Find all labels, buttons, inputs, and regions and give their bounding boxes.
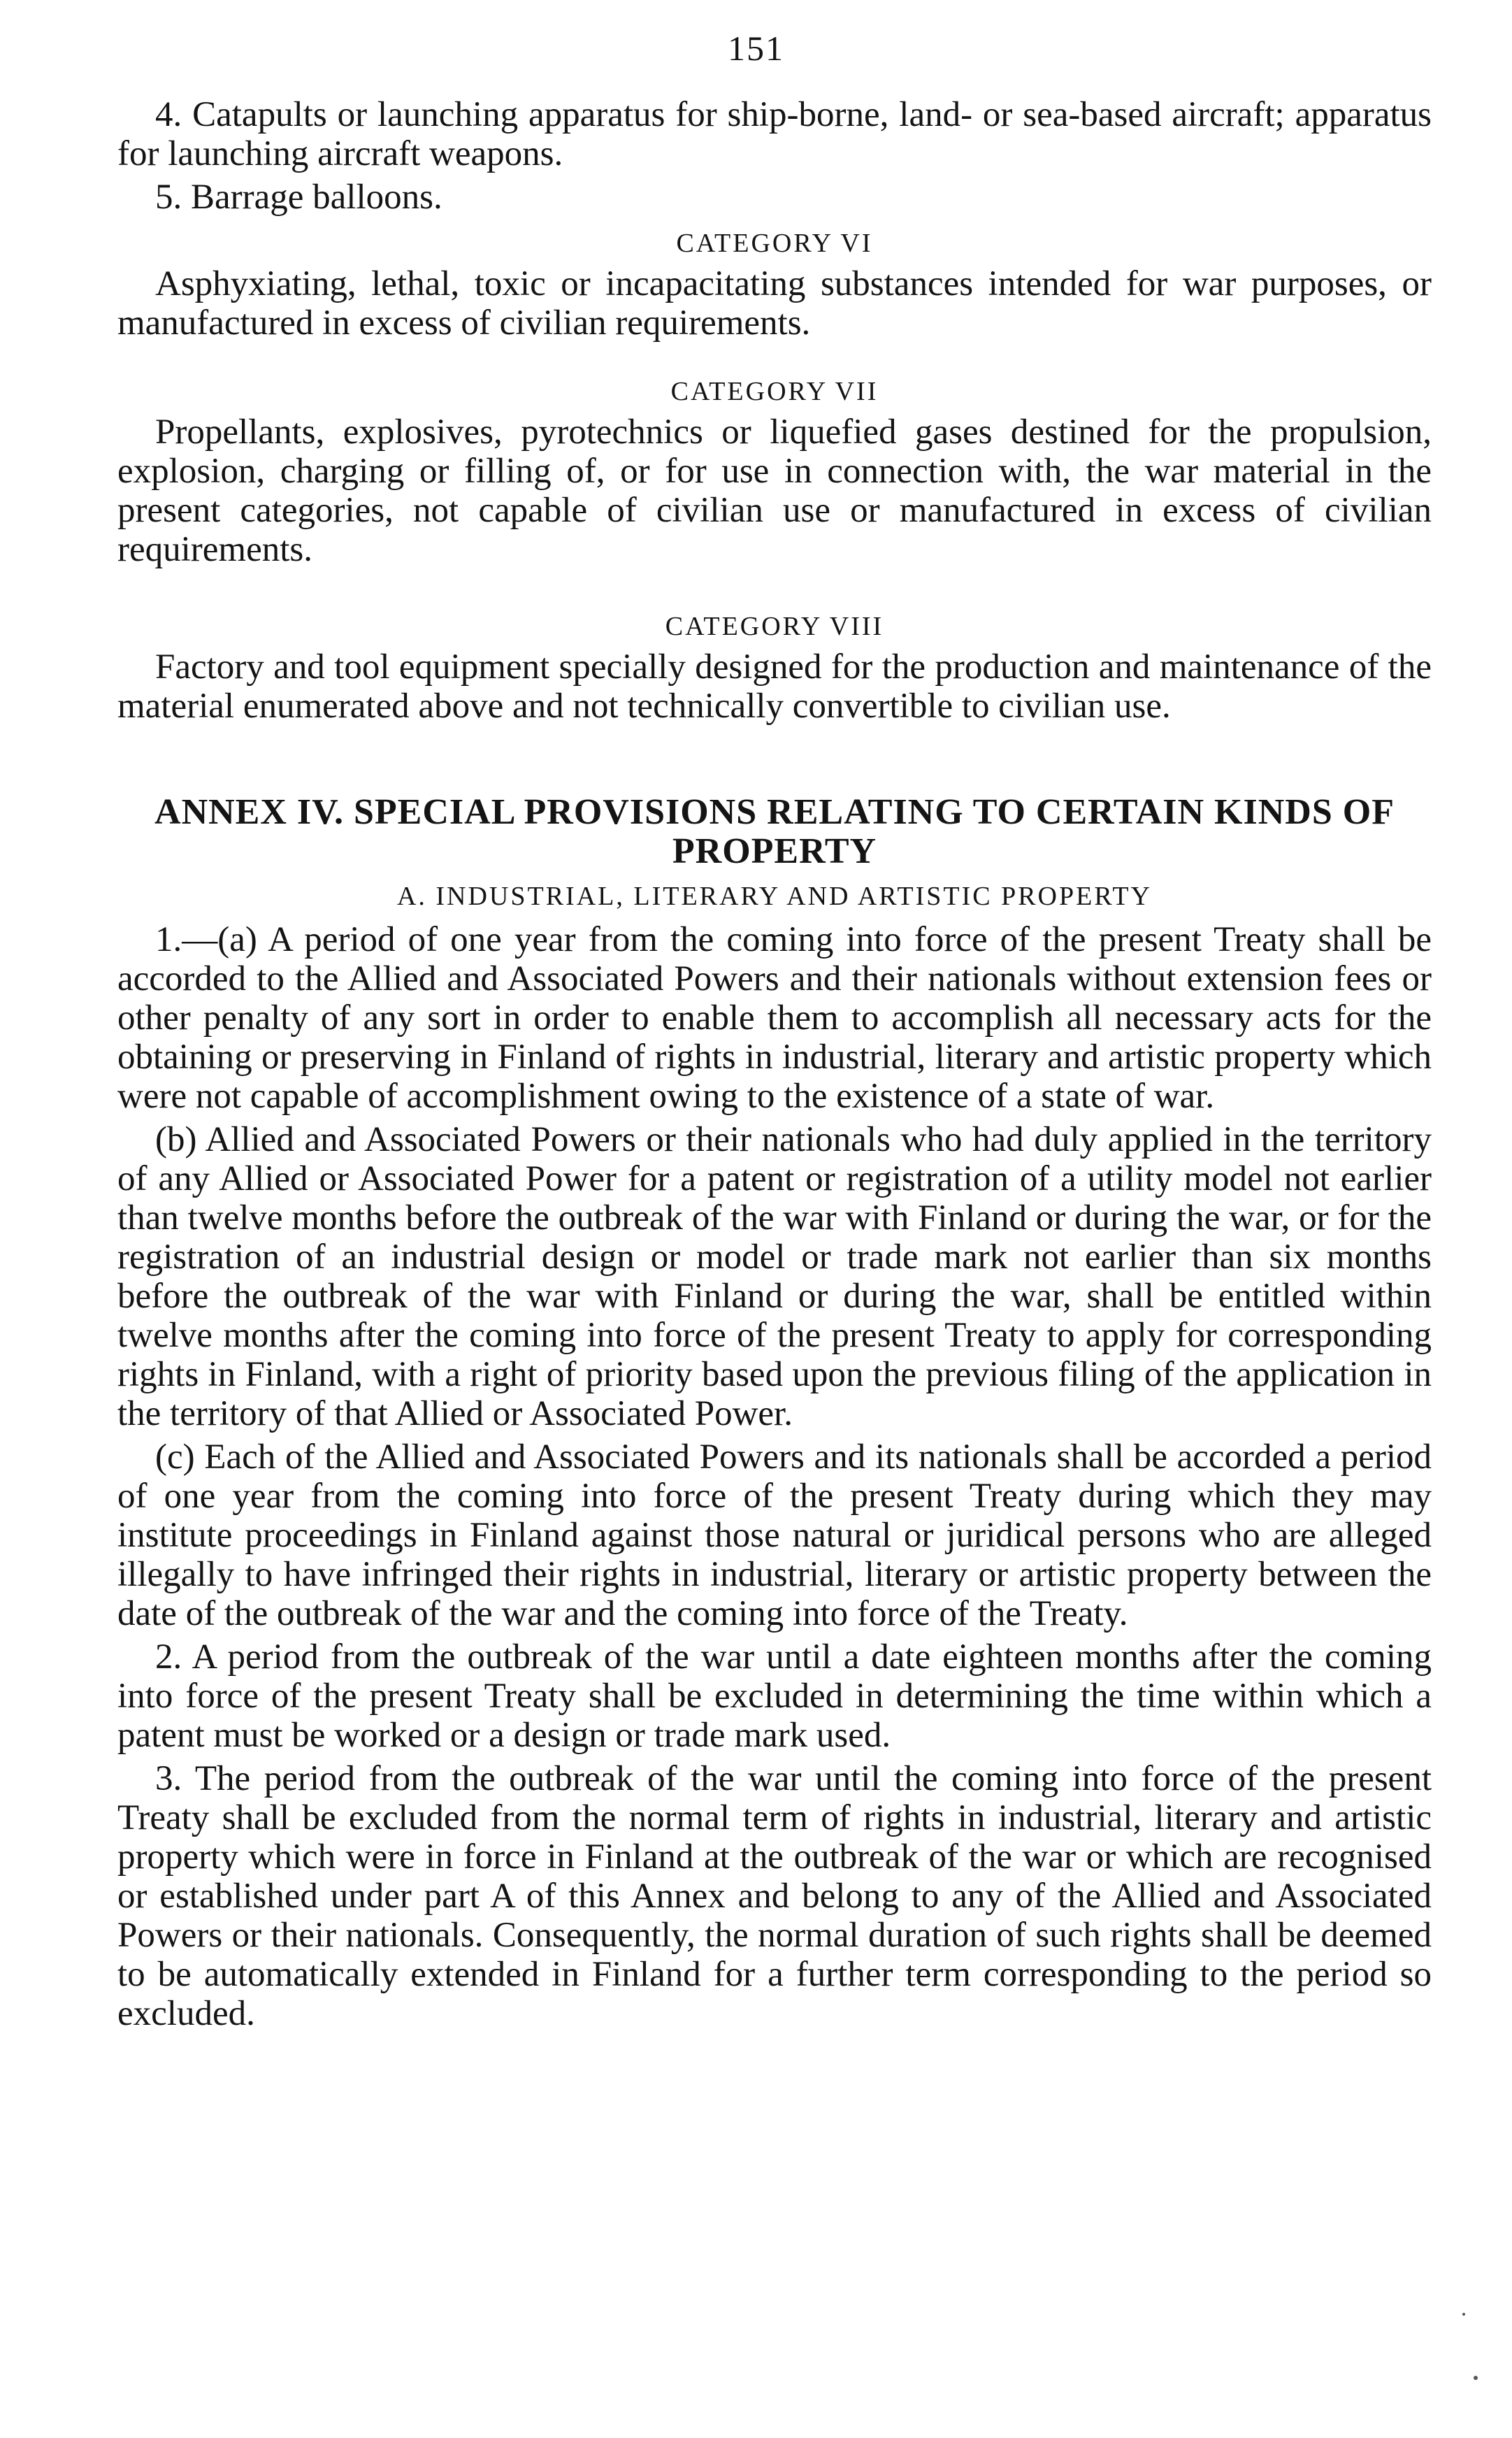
item-4-paragraph: 4. Catapults or launching apparatus for ship-borne, land- or sea-based aircraft; apparatus for launching aircraft weapons. bbox=[117, 95, 1432, 173]
annex-title: ANNEX IV. SPECIAL PROVISIONS RELATING TO CERTAIN KINDS OF PROPERTY bbox=[154, 792, 1395, 871]
category-vi-heading: CATEGORY VI bbox=[676, 229, 873, 258]
scan-speck bbox=[1474, 2376, 1478, 2380]
scan-speck bbox=[1462, 2313, 1465, 2316]
paragraph-1b: (b) Allied and Associated Powers or their nationals who had duly applied in the territory of any Allied or Associated Power for a patent or registration of a utility model not earlier than twelve months before the outbreak of the war with Finland or during the war, or for the registration of an industrial design or model or trade mark not earlier than six months before the outbreak of the war with Finland or during the war, shall be entitled within twelve months after the coming into force of the present Treaty to apply for corresponding rights in Finland, with a right of priority based upon the previous filing of the application in the territory of that Allied or Associated Power. bbox=[117, 1120, 1432, 1433]
paragraph-3: 3. The period from the outbreak of the war until the coming into force of the present Treaty shall be excluded from the normal term of rights in industrial, literary and artistic property which were in force in Finland at the outbreak of the war or which are recognised or established under part A of this Annex and belong to any of the Allied and Associated Powers or their nationals. Consequently, the normal duration of such rights shall be deemed to be automatically extended in Finland for a further term corresponding to the period so excluded. bbox=[117, 1759, 1432, 2033]
category-vi-text: Asphyxiating, lethal, toxic or incapacitating substances intended for war purposes, or manufactured in excess of civilian requirements. bbox=[117, 264, 1432, 343]
category-viii-heading: CATEGORY VIII bbox=[665, 612, 884, 641]
section-a-heading: A. INDUSTRIAL, LITERARY AND ARTISTIC PROPERTY bbox=[396, 882, 1153, 911]
item-5-paragraph: 5. Barrage balloons. bbox=[155, 178, 442, 217]
category-viii-text: Factory and tool equipment specially designed for the production and maintenance of the material enumerated above and not technically convertible to civilian use. bbox=[117, 647, 1432, 726]
paragraph-1a: 1.—(a) A period of one year from the coming into force of the present Treaty shall be accorded to the Allied and Associated Powers and their nationals without extension fees or other penalty of any sort in order to enable them to accomplish all necessary acts for the obtaining or preserving in Finland of rights in industrial, literary and artistic property which were not capable of accomplishment owing to the existence of a state of war. bbox=[117, 920, 1432, 1116]
page-content bbox=[117, 95, 1432, 2033]
category-vii-heading: CATEGORY VII bbox=[670, 377, 879, 406]
paragraph-2: 2. A period from the outbreak of the war until a date eighteen months after the coming into force of the present Treaty shall be excluded in determining the time within which a patent must be worked or a design or trade mark used. bbox=[117, 1637, 1432, 1755]
paragraph-1c: (c) Each of the Allied and Associated Powers and its nationals shall be accorded a period of one year from the coming into force of the present Treaty during which they may institute proceedings in Finland against those natural or juridical persons who are alleged illegally to have infringed their rights in industrial, literary or artistic property between the date of the outbreak of the war and the coming into force of the Treaty. bbox=[117, 1437, 1432, 1633]
page-number: 151 bbox=[728, 29, 784, 68]
category-vii-text: Propellants, explosives, pyrotechnics or liquefied gases destined for the propulsion, explosion, charging or filling of, or for use in connection with, the war material in the present categories, not capable of civilian use or manufactured in excess of civilian requirements. bbox=[117, 413, 1432, 569]
